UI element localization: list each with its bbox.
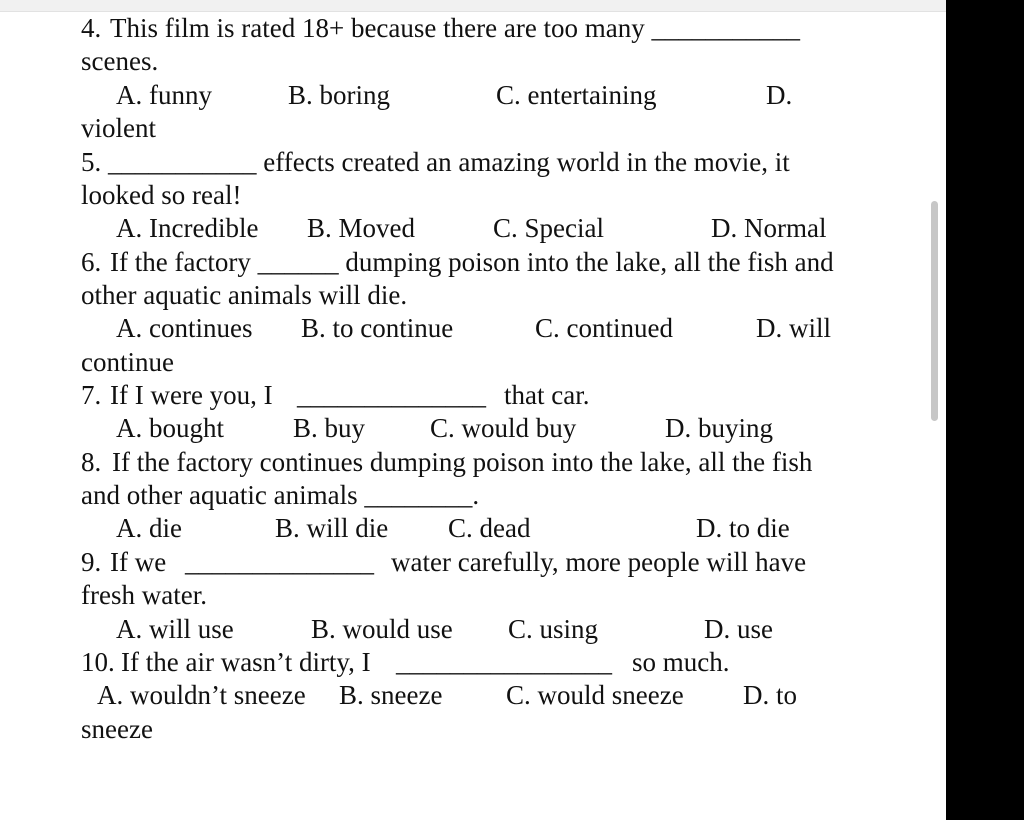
option-a[interactable]: A. funny (116, 80, 212, 110)
option-c[interactable]: C. using (508, 614, 599, 644)
question-stem-line: If we (110, 547, 167, 577)
option-b[interactable]: B. would use (311, 614, 453, 644)
option-c[interactable]: C. would buy (430, 413, 577, 443)
option-d-wrap: sneeze (81, 714, 153, 744)
option-c[interactable]: C. would sneeze (506, 680, 684, 710)
answer-blank: ______________ (185, 547, 374, 577)
option-d[interactable]: D. buying (665, 413, 773, 443)
option-b[interactable]: B. boring (288, 80, 391, 110)
answer-blank: ________________ (396, 647, 612, 677)
question-stem-line: other aquatic animals will die. (81, 280, 408, 310)
option-a[interactable]: A. die (116, 513, 182, 543)
question-number: 10. (81, 647, 115, 677)
black-side-panel (946, 0, 1024, 820)
option-d[interactable]: D. to (743, 680, 797, 710)
question-stem-line: This film is rated 18+ because there are too many ___________ (110, 13, 801, 43)
question-stem-line: and other aquatic animals ________. (81, 480, 480, 510)
question-number: 9. (81, 547, 102, 577)
option-a[interactable]: A. bought (116, 413, 224, 443)
option-b[interactable]: B. buy (293, 413, 366, 443)
question-stem-line: ___________ effects created an amazing world in the movie, it (108, 147, 790, 177)
question-stem-line: scenes. (81, 46, 159, 76)
question-stem-line: If the air wasn’t dirty, I (121, 647, 371, 677)
option-a[interactable]: A. Incredible (116, 213, 259, 243)
option-b[interactable]: B. will die (275, 513, 389, 543)
question-number: 7. (81, 380, 102, 410)
option-c[interactable]: C. Special (493, 213, 604, 243)
option-d[interactable]: D. to die (696, 513, 790, 543)
question-stem-line: looked so real! (81, 180, 242, 210)
question-number: 5. (81, 147, 102, 177)
answer-blank: ______________ (297, 380, 486, 410)
option-d-wrap: continue (81, 347, 174, 377)
question-stem-line: water carefully, more people will have (391, 547, 807, 577)
option-c[interactable]: C. dead (448, 513, 531, 543)
option-c[interactable]: C. entertaining (496, 80, 657, 110)
question-stem-line: If the factory ______ dumping poison into the lake, all the fish and (110, 247, 834, 277)
option-b[interactable]: B. to continue (301, 313, 454, 343)
option-d-wrap: violent (81, 113, 156, 143)
question-stem-line: that car. (504, 380, 590, 410)
option-b[interactable]: B. sneeze (339, 680, 443, 710)
question-stem-line: so much. (632, 647, 730, 677)
question-stem-line: If the factory continues dumping poison into the lake, all the fish (112, 447, 813, 477)
question-stem-line: fresh water. (81, 580, 207, 610)
option-b[interactable]: B. Moved (307, 213, 415, 243)
option-c[interactable]: C. continued (535, 313, 673, 343)
question-number: 6. (81, 247, 102, 277)
option-a[interactable]: A. will use (116, 614, 234, 644)
question-number: 4. (81, 13, 102, 43)
question-number: 8. (81, 447, 102, 477)
option-d[interactable]: D. use (704, 614, 773, 644)
option-a[interactable]: A. wouldn’t sneeze (97, 680, 306, 710)
option-d[interactable]: D. will (756, 313, 832, 343)
option-d[interactable]: D. (766, 80, 793, 110)
option-a[interactable]: A. continues (116, 313, 253, 343)
option-d[interactable]: D. Normal (711, 213, 827, 243)
question-stem-line: If I were you, I (110, 380, 273, 410)
